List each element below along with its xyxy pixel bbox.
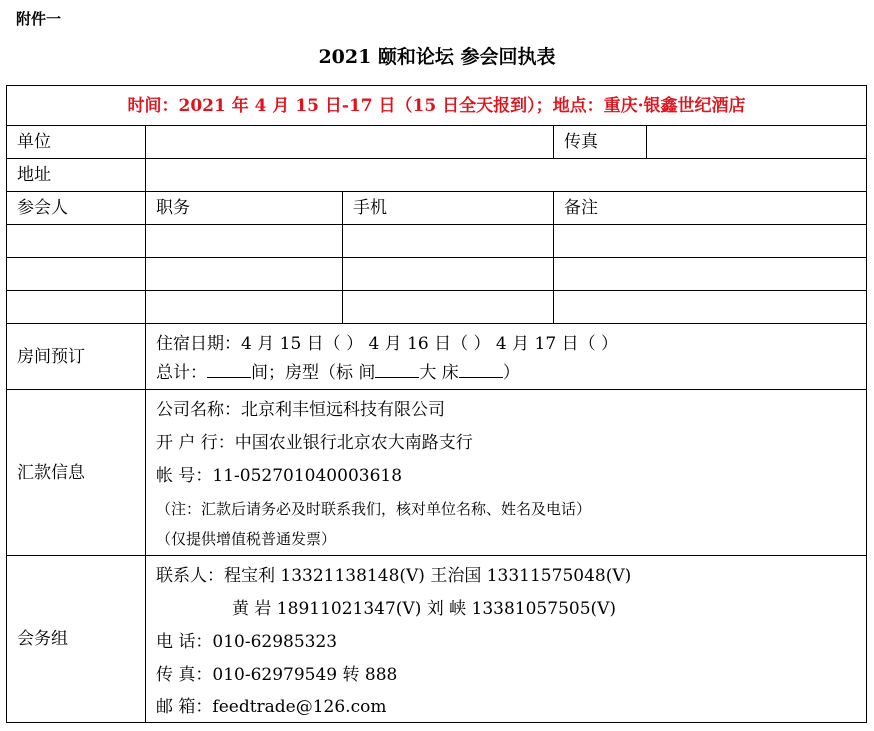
contacts-line-1: 联系人：程宝利 13321138148(V) 王治国 13311575048(V) [156,566,632,586]
remark-header: 备注 [554,192,867,225]
address-field[interactable] [146,159,867,192]
attendee-row [7,291,867,324]
address-label: 地址 [7,159,146,192]
remittance-note: （注：汇款后请务必及时联系我们，核对单位名称、姓名及电话） [156,500,592,518]
bank-line: 开 户 行：中国农业银行北京农大南路支行 [156,433,473,453]
room-count-blank[interactable] [207,362,251,378]
attendee-remark-field[interactable] [554,258,867,291]
attendee-mobile-field[interactable] [343,258,554,291]
attendee-position-field[interactable] [146,225,343,258]
attendee-name-field[interactable] [7,225,146,258]
room-booking-content [146,324,867,390]
address-row [7,159,867,192]
attendee-remark-field[interactable] [554,225,867,258]
invoice-note: （仅提供增值税普通发票） [156,530,337,548]
secretariat-row [7,556,867,723]
attendee-position-field[interactable] [146,258,343,291]
contacts-line-2 [156,593,856,626]
contacts-line-2-text: 黄 岩 18911021347(V) 刘 峡 13381057505(V) [232,599,617,619]
attendee-row [7,258,867,291]
unit-row [7,126,867,159]
room-type-label: 间；房型（标 间 [251,363,376,383]
phone-line: 电 话：010-62985323 [156,632,338,652]
secretariat-content [146,556,867,723]
room-total-suffix: ） [502,363,520,383]
attendee-header: 参会人 [7,192,146,225]
attendee-remark-field[interactable] [554,291,867,324]
attendee-name-field[interactable] [7,258,146,291]
attendee-name-field[interactable] [7,291,146,324]
fax-label: 传真 [554,126,647,159]
account-line: 帐 号：11-052701040003618 [156,466,403,486]
king-bed-label: 大 床 [419,363,459,383]
position-header: 职务 [146,192,343,225]
king-bed-blank[interactable] [459,362,503,378]
unit-label: 单位 [7,126,146,159]
attendee-position-field[interactable] [146,291,343,324]
secretariat-label: 会务组 [7,556,146,723]
form-title: 2021 颐和论坛 参会回执表 [318,46,556,68]
attendee-mobile-field[interactable] [343,225,554,258]
room-booking-row [7,324,867,390]
company-name-line: 公司名称：北京利丰恒远科技有限公司 [156,400,445,420]
stay-dates-line: 住宿日期：4 月 15 日（ ） 4 月 16 日（ ） 4 月 17 日（ ） [156,334,618,354]
standard-room-blank[interactable] [375,362,419,378]
registration-form-table [6,85,867,723]
attendee-mobile-field[interactable] [343,291,554,324]
attendee-row [7,225,867,258]
attachment-label: 附件一 [16,10,62,28]
email-line: 邮 箱：feedtrade@126.com [156,697,387,717]
fax-line: 传 真：010-62979549 转 888 [156,665,398,685]
event-notice: 时间：2021 年 4 月 15 日-17 日（15 日全天报到）；地点：重庆·银鑫世纪酒店 [7,86,867,126]
remittance-label: 汇款信息 [7,390,146,556]
room-booking-label: 房间预订 [7,324,146,390]
fax-field[interactable] [647,126,867,159]
unit-field[interactable] [146,126,554,159]
attendee-header-row [7,192,867,225]
room-total-prefix: 总计： [156,363,207,383]
mobile-header: 手机 [343,192,554,225]
room-total-line [156,361,856,389]
remittance-content [146,390,867,556]
notice-row [7,86,867,126]
remittance-row [7,390,867,556]
